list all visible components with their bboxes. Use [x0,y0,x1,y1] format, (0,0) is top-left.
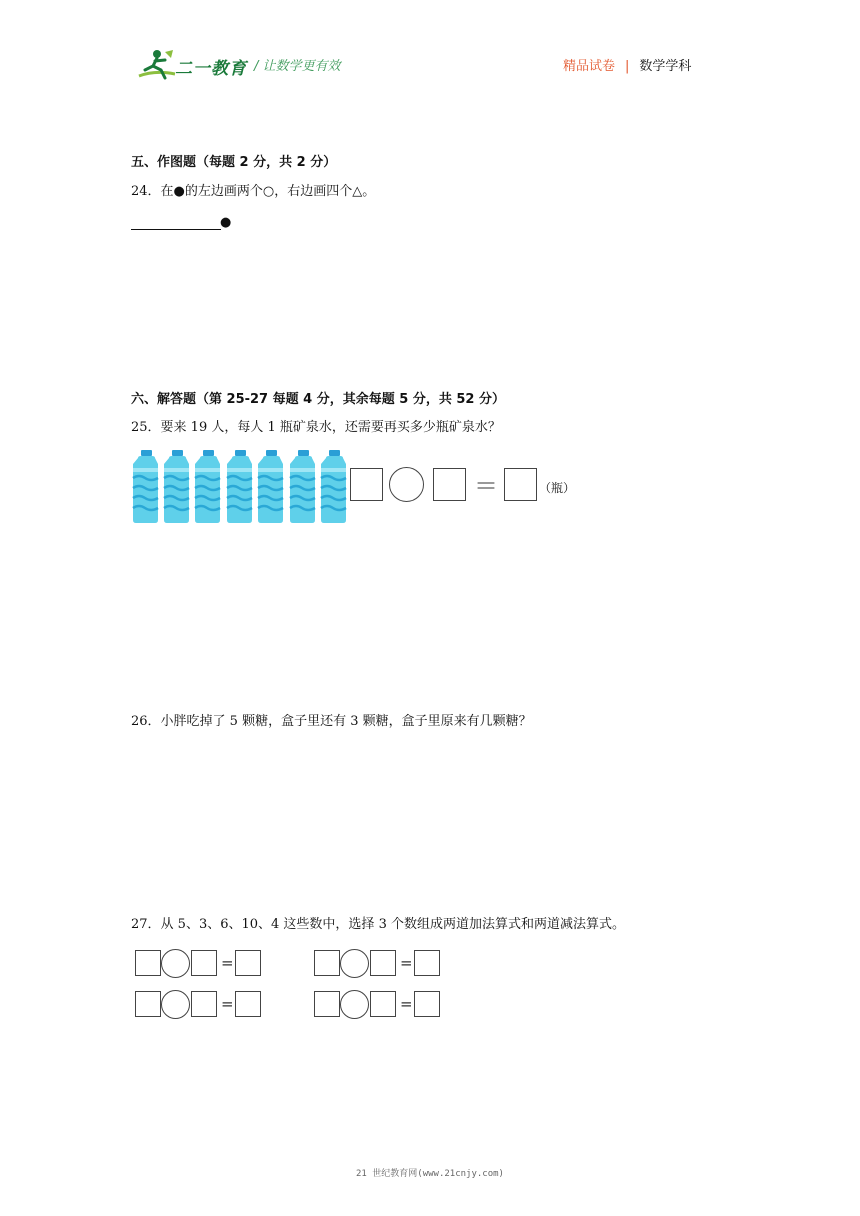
answer-line [131,229,221,230]
answer-box-1[interactable] [350,468,383,501]
answer-box-2[interactable] [433,468,466,501]
question-24: 24．在●的左边画两个○，右边画四个△。 [131,184,376,199]
bottle-group [132,448,348,524]
header-right [563,55,691,74]
logo-text: 二一教育 [175,59,247,79]
box[interactable] [414,991,440,1017]
dot-symbol: ● [220,215,232,230]
section5-title: 五、作图题（每题 2 分，共 2 分） [131,155,337,170]
question-25: 25．要来 19 人，每人 1 瓶矿泉水，还需要再买多少瓶矿泉水？ [131,420,501,435]
box[interactable] [235,991,261,1017]
header-subject: 数学学科 [639,59,692,74]
box[interactable] [191,950,217,976]
circle[interactable] [161,990,190,1019]
circle[interactable] [340,990,369,1019]
unit-label: （瓶） [539,481,576,495]
equals-sign: = [400,995,413,1013]
question-26: 26．小胖吃掉了 5 颗糖，盒子里还有 3 颗糖，盒子里原来有几颗糖？ [131,714,532,729]
box[interactable] [370,950,396,976]
equals-sign: = [400,954,413,972]
slogan: / 让数学更有效 [254,59,341,74]
equals-sign: = [221,995,234,1013]
circle[interactable] [161,949,190,978]
box[interactable] [135,991,161,1017]
equals-sign: = [221,954,234,972]
operator-circle[interactable] [389,467,424,502]
answer-box-result[interactable] [504,468,537,501]
box[interactable] [135,950,161,976]
footer: 21 世纪教育网(www.21cnjy.com) [356,1169,504,1179]
box[interactable] [191,991,217,1017]
box[interactable] [414,950,440,976]
header-separator: | [625,59,630,74]
water-bottles-icon [132,448,348,524]
box[interactable] [314,991,340,1017]
circle[interactable] [340,949,369,978]
box[interactable] [235,950,261,976]
section6-title: 六、解答题（第 25-27 每题 4 分，其余每题 5 分，共 52 分） [131,392,505,407]
equals-sign: ＝ [474,472,498,500]
question-27: 27．从 5、3、6、10、4 这些数中，选择 3 个数组成两道加法算式和两道减法算式。 [131,917,625,932]
box[interactable] [314,950,340,976]
header-tag: 精品试卷 [563,59,616,74]
box[interactable] [370,991,396,1017]
